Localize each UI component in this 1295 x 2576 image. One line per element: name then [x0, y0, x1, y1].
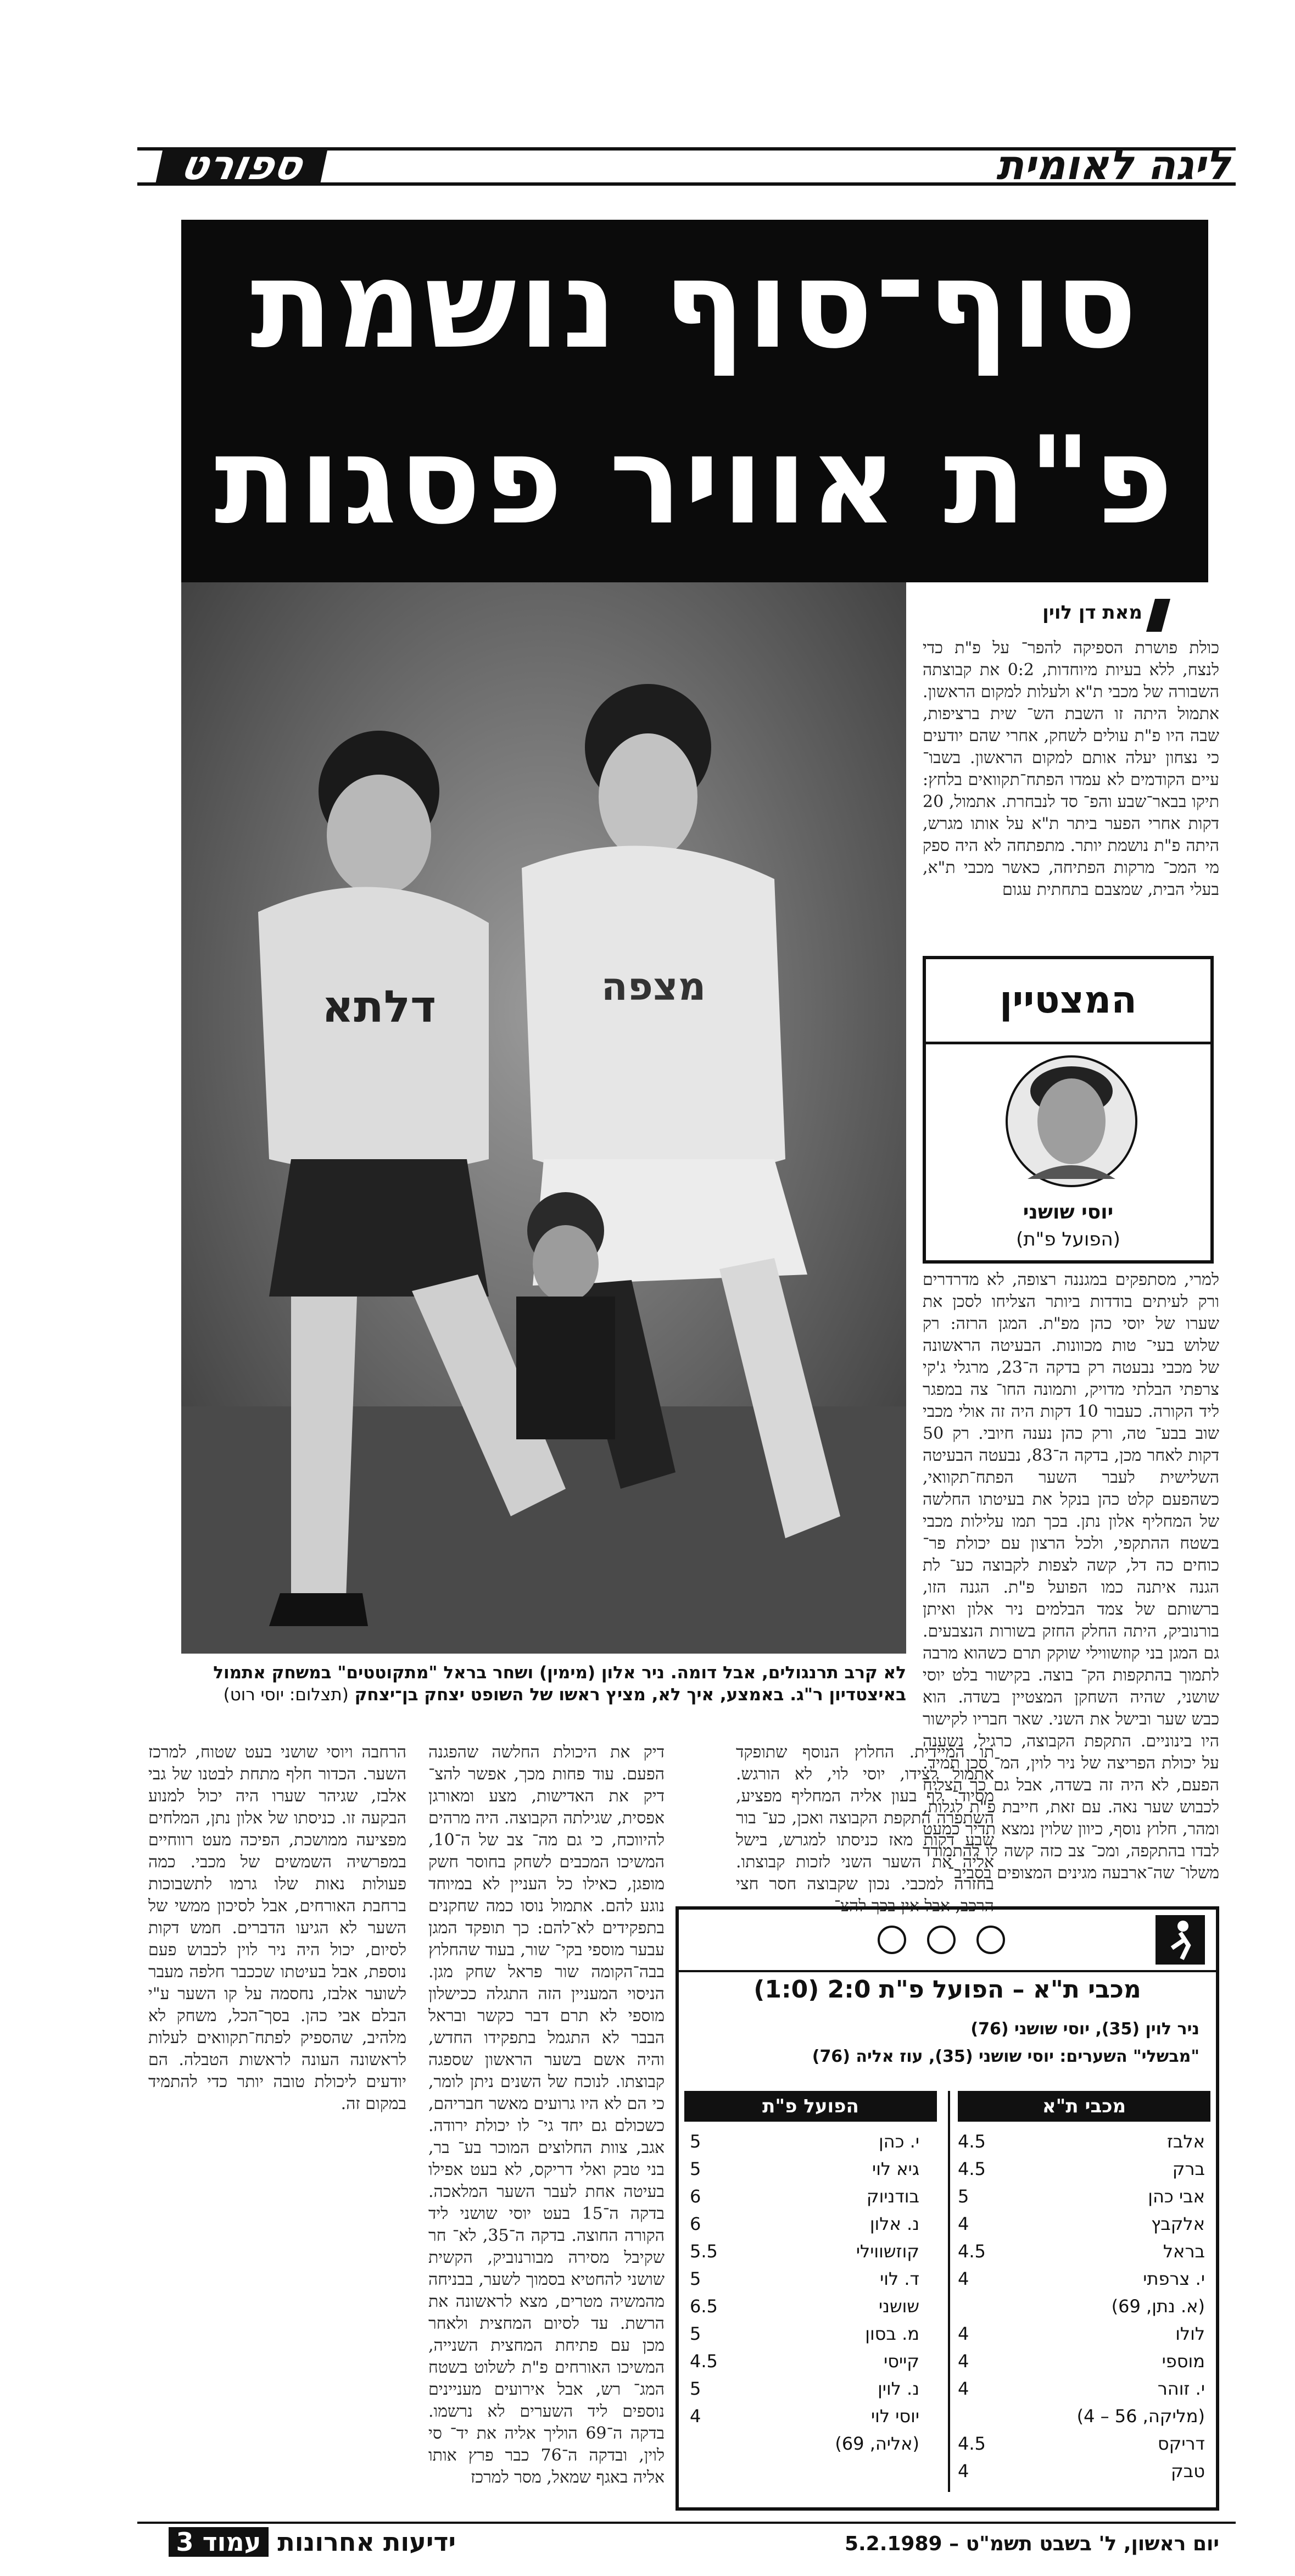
- photo-caption: [181, 1662, 906, 1733]
- lineup-player-grade: 4: [958, 2378, 969, 2399]
- footer-date: יום ראשון, ל' בשבט תשמ"ט – 5.2.1989: [844, 2533, 1219, 2555]
- footer-paper: [148, 2527, 456, 2564]
- lineup-player-name: (מליקה, 56 – 4): [1076, 2406, 1205, 2427]
- star-name: יוסי שושני: [1023, 1201, 1114, 1223]
- lineup-player-name: בראל: [1163, 2241, 1205, 2262]
- lineup-player-grade: [958, 2294, 1007, 2318]
- lineup-player-name: יוסי לוי: [870, 2406, 919, 2427]
- lineup-player-name: נ. לוין: [878, 2378, 919, 2399]
- headline-line-2: פ"ת אוויר פסגות: [214, 410, 1175, 551]
- lineup-player-name: (א. נתן, 69): [1111, 2296, 1205, 2317]
- lineup-player-grade: 4: [958, 2323, 969, 2344]
- lineup-player-name: אלבז: [1166, 2131, 1205, 2152]
- lineup-player-name: ד. לוי: [880, 2268, 919, 2289]
- lineup-player-grade: 4: [958, 2268, 969, 2289]
- lineup-player-grade: 4.5: [690, 2351, 718, 2372]
- lineup-player-name: קוזשווילי: [856, 2241, 919, 2262]
- lineup-player-grade: 5.5: [690, 2241, 718, 2262]
- shirt-sponsor-left: דלתא: [321, 981, 437, 1032]
- lineup-player-grade: 5: [958, 2186, 969, 2207]
- lineup-player-name: קייסי: [884, 2351, 919, 2372]
- lineup-player-name: דריקס: [1157, 2433, 1205, 2454]
- lineup-player-name: לולו: [1175, 2323, 1205, 2344]
- lineup-player-grade: 4.5: [958, 2158, 986, 2179]
- shirt-sponsor-right: מצפה: [601, 964, 706, 1009]
- lineup-player-name: מוספי: [1162, 2351, 1205, 2372]
- lineup-player-name: אבי כהן: [1148, 2186, 1205, 2207]
- lineup-player-name: שושני: [878, 2296, 919, 2317]
- scorers-line: ניר לוין (35), יוסי שושני (76): [970, 2019, 1199, 2039]
- lineup-player-grade: [958, 2404, 1007, 2428]
- lineup-player-grade: 5: [690, 2323, 701, 2344]
- lineup-player-name: מ. בסון: [865, 2323, 919, 2344]
- lineup-player-grade: 6: [690, 2186, 701, 2207]
- lineup-player-name: י. צרפתי: [1143, 2268, 1205, 2289]
- star-portrait: [1006, 1053, 1137, 1190]
- footer-rule: [137, 2522, 1236, 2524]
- lineup-player-name: אלקבץ: [1151, 2213, 1205, 2234]
- star-team: (הפועל פ"ת): [1016, 1228, 1120, 1250]
- league-label: ליגה לאומית: [996, 142, 1230, 189]
- lineup-player-name: גיא לוי: [872, 2158, 919, 2179]
- lineup-divider: [948, 2091, 950, 2492]
- caption-text: לא קרב תרנגולים, אבל דומה. ניר אלון (מימין) ושחר בראל "מתקוטטים" במשחק אתמול באיצטדיון ר"ג. באמצע, איך לא, מציץ ראשו של השופט יצחק בן־יצחק: [213, 1663, 906, 1705]
- lineup-player-grade: 4: [690, 2406, 701, 2427]
- lineup-player-grade: 4.5: [958, 2241, 986, 2262]
- lineup-player-grade: 4: [958, 2213, 969, 2234]
- lineup-player-name: ברק: [1172, 2158, 1205, 2179]
- body-col-left-1: תו המיידית. החלוץ הנוסף שתופקד אתמול לצידו, יוסי לוי, לא הורגש. מסיוד־ לף בעון אליה המחליף מפציע, השתפרה התקפת הקבוצה ואכן, כע־ בור שבע דקות מאז כניסתו למגרש, בישל אליה את השער השני לזכות קבוצתו. בחזרה למכבי. נכון שקבוצה חסר חצי הרכב, אבל אין בכך להצ־: [736, 1743, 994, 1916]
- ball-icons: [875, 1923, 1007, 1956]
- lineup-player-grade: 5: [690, 2158, 701, 2179]
- lineup-player-grade: 4: [958, 2461, 969, 2482]
- lineup-player-name: (אליה, 69): [835, 2433, 919, 2454]
- match-photo: [181, 582, 906, 1654]
- assists-line: "מבשלי" השערים: יוסי שושני (35), עוז אליה (76): [812, 2047, 1199, 2066]
- lineup-player-grade: 5: [690, 2378, 701, 2399]
- lineup-player-grade: 5: [690, 2268, 701, 2289]
- article-marker: [1146, 599, 1170, 632]
- headline-line-1: סוף־סוף נושמת: [250, 235, 1140, 375]
- photo-credit: (תצלום: יוסי רוט): [223, 1685, 349, 1705]
- byline: מאת דן לוין: [1042, 602, 1142, 624]
- match-score-box: [676, 1906, 1219, 2511]
- star-title: המצטיין: [926, 959, 1210, 1044]
- body-col-left-2: דיק את היכולת החלשה שהפגנה הפעם. עוד פחות מכך, אפשר להצ־ דיק את האדישות, מצע ומאורגן אפסית, שגילתה הקבוצה. היה מרהים להיווכח, כי גם מה־ צב של ה־10, המשיכו המכבים לשחק בחוסר חשק מופגן, כאילו כל העניין לא במיוחד נוגע להם. אתמול נוסו כמה שחקנים בתפקידים לא־להם: כך תופקד המגן עבער מוספי בקי־ שור, בעוד שהחלוץ בבה־הקומה שור פראל שחק מגן. הניסוי המעניין הזה התגלה ככישלון מוספי לא תרם דבר כקשר ובראל הבבר לא התגמל בתפקידו החדש, והיה אשם בשער הראשון שספגה קבוצתו. לנוכח של השנים ניתן לומר, כי הם לא היו גרועים מאשר חבריהם, כשכולם גם יחד גי־ לו יכולת ירודה. אגב, צוות החלוצים המוכר בע־ בר, בני טבק ואלי דריקס, לא בעט אפילו בעיטה אחת לעבר השער המלאכה. בדקה ה־15 בעט יוסי שושני ליד הקורה החוצה. בדקה ה־35, לא־ חר שקיבל מסירה מבורנוביק, הקשית שושני להחטיא בסמוך לשער, בבניחה מהמשיה מטרים, מצא לראשונה את הרשת. עד לסיום המחצית ולאחר מכן עם פתיחת המחצית השנייה, המשיכו האורחים פ"ת לשלוט בשטח המג־ רש, אבל אירועים מעניינים נוספים ליד השערים לא נרשמו. בדקה ה־69 הוליך אליה את יד־ סי לוין, ובדקה ה־76 כבר פרץ אותו אליה באגף שמאל, מסר למרכז: [428, 1743, 665, 2487]
- match-photo-image: [181, 582, 906, 1654]
- lineup-player-name: י. זוהר: [1157, 2378, 1205, 2399]
- away-team-header: הפועל פ"ת: [684, 2091, 937, 2122]
- page-number-badge: [169, 2527, 269, 2557]
- lineup-player-name: טבק: [1171, 2461, 1205, 2482]
- body-col-right-bottom: למרי, מסתפקים במגננה רצופה, לא מדרדרים ורק לעיתים בודדות ביותר הצליחו לסכן את שערו של יוסי כהן מפ"ת. המגן הרזה: רק שלוש בעי־ טות מכוונות. הבעיטה הראשונה של מכבי נבעטה רק בדקה ה־23, מרגלי ג'קי צרפתי הבלתי מדויק, ותמונה החו־ צה במפגר ליד הקורה. כעבור 10 דקות היה זה אולי מכבי שוב בבע־ טה, ורק כהן נענה חיובי. רק 50 דקות לאחר מכן, בדקה ה־83, נבעטה הבעיטה השלישית לעבר השער הפתח־תקוואי, כשהפעם קלט כהן בנקל את בעיטתו החלשה של המחליף אלון נתן. בכך תמו עלילות מכבי בשטח ההתקפי, ולכל הרצון עם יכולת פר־ כוחים כה דל, קשה לצפות לקבוצה כע־ לת הגנה איתנה כמו הפועל פ"ת. הגנה הזו, ברשותם של צמד הבלמים ניר אלון ואיתן בורנוביק, היתה החלק החזק בשורות הנצבעים. גם המגן בני קוזשווילי שוקק תרם כשהוא מרבה לתמוך בהתקפות הק־ בוצה. בקישור בלט יוסי שושני, שהיה השחקן המצטיין בשדה. הוא כבש שער ובישל את השני. שאר חבריו לקישור היו בינוניים. התקפת הקבוצה, כרגיל, נשענה על יכולת הפריצה של ניר לוין, המ־ סכן תמיד. הפעם, לא היה זה בשדה, אבל גם כך הצליח לכבוש שער נאה. עם זאת, חייבת פ"ת לגלות, ומהר, חלוץ נוסף, כיוון שלוין נמצא תדיר כמעט לבדו בהתקפה, ומכ־ צב כזה קשה לו להתמודד משלו־ שה־ארבעה מגינים המצופים בסביב־: [923, 1270, 1220, 1883]
- score-box-header: [679, 1910, 1216, 1972]
- lineup-player-name: נ. אלון: [869, 2213, 919, 2234]
- lineup-player-grade: 6: [690, 2213, 701, 2234]
- score-title: מכבי ת"א – הפועל פ"ת 2:0 (1:0): [753, 1976, 1141, 2004]
- lineup-player-grade: 4: [958, 2351, 969, 2372]
- football-player-icon: [1156, 1915, 1205, 1965]
- section-label: ספורט: [156, 149, 328, 182]
- lineup-player-name: י. כהן: [878, 2131, 919, 2152]
- paper-name: ידיעות אחרונות: [277, 2527, 456, 2557]
- body-col-right-top: כולת פושרת הספיקה להפר־ על פ"ת כדי לנצח, ללא בעיות מיוחדות, 0:2 את קבוצתה השבורה של מכבי ת"א ולעלות למקום הראשון. אתמול היתה זו השבת הש־ שית ברציפות, שבה היו פ"ת עולים לשחק, אחרי שהם יודעים כי נצחון יעלה אותם למקום הראשון. בשבו־ עיים הקודמים לא עמדו הפתח־תקוואים בלחץ: תיקו בבאר־שבע והפ־ סד לנבחרת. אתמול, 20 דקות אחרי הפער ביתר ת"א על אותו מגרש, היתה פ"ת נושמת יותר. מתפתחה לא היה ספק מי המכ־ מרקות הפתיחה, כאשר מכבי ת"א, בעלי הבית, שמצבם בתחתית עגום: [923, 638, 1219, 899]
- lineup-player-name: בודניוק: [866, 2186, 919, 2207]
- lineup-player-grade: 4.5: [958, 2131, 986, 2152]
- page-label: עמוד: [202, 2527, 261, 2557]
- star-player-box: [923, 956, 1214, 1264]
- lineup-player-grade: 5: [690, 2131, 701, 2152]
- headline-block: [181, 220, 1208, 582]
- lineup-player-grade: [690, 2432, 739, 2456]
- lineup-player-grade: 4.5: [958, 2433, 986, 2454]
- lineup-player-grade: 6.5: [690, 2296, 718, 2317]
- home-team-header: מכבי ת"א: [958, 2091, 1210, 2122]
- body-col-left-3: הרחבה ויוסי שושני בעט שטוח, למרכז השער. הכדור חלף מתחת לבטנו של גבי אלבז, שגיהר שערו היה יכול למנוע הבקעה זו. כניסתו של אלון נתן, המלחים מפציעה ממושכת, הפיכה מעט רווחיים במפרשיה השמשים של מכבי. כמה פעולות נאות שלו גרמו לתשבוכות ברחבת האורחים, אבל לסיכון ממשי של השער לא הגיעו הדברים. חמש דקות לסיום, יכול היה ניר לוין לכבוש פעם נוספת, אבל בעיטתו שככבר חלפה מעבר לשוער אלבז, נחסמה על קו השער ע"י הבלם אבי כהן. בסך־הכל, משחק לא מלהיב, שהספיק לפתח־תקוואים לעלות לראשונה העונה לראשות הטבלה. הם יודעים ליכולת טובה יותר כדי להתמיד במקום זה.: [148, 1743, 406, 2113]
- page-number: 3: [176, 2527, 194, 2557]
